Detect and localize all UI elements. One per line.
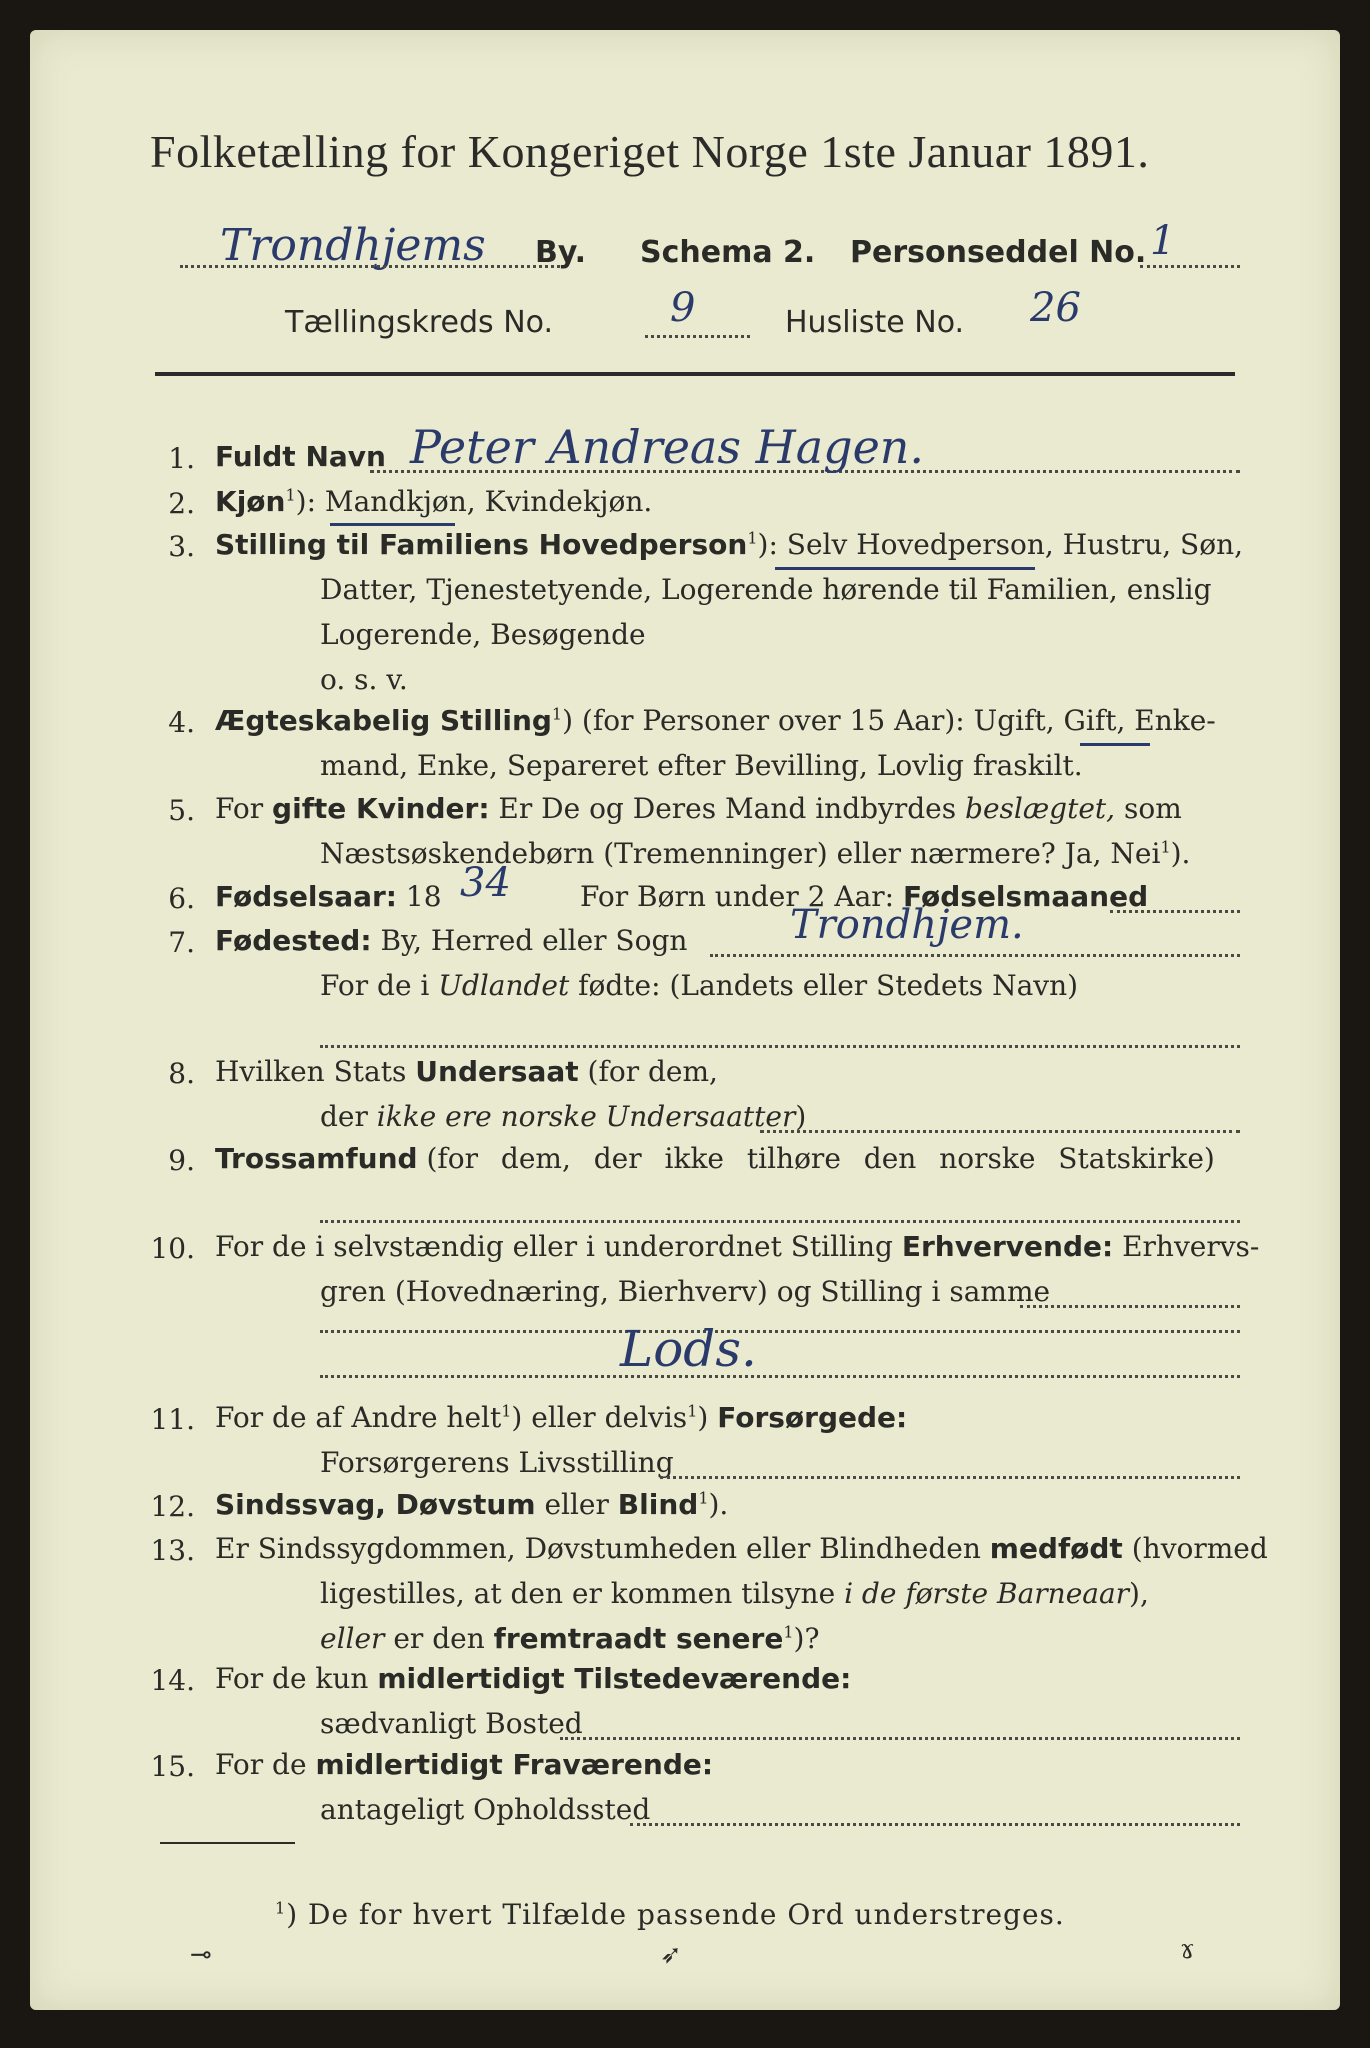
q4-underline [1080, 743, 1150, 746]
q2-row [215, 485, 652, 518]
q11-end: ) [697, 1401, 709, 1434]
q3-row4: o. s. v. [320, 663, 408, 696]
q10-line3 [320, 1375, 1240, 1378]
husliste-no: 26 [1030, 285, 1081, 331]
q8-line [760, 1130, 1240, 1133]
q2-opt-kvindekjon: Kvindekjøn. [484, 485, 653, 518]
q7-answer: Trondhjem. [790, 902, 1024, 948]
q8-pre: Hvilken Stats [215, 1055, 407, 1088]
q14-row1 [215, 1662, 851, 1695]
q3-opt-selv: Selv Hovedperson, [786, 528, 1054, 561]
q3-underline [775, 567, 1035, 570]
header-rule [155, 372, 1235, 376]
q8-number: 8. [168, 1057, 195, 1090]
q1-number: 1. [168, 442, 195, 475]
q4-row1 [215, 704, 1216, 737]
census-form [30, 30, 1340, 2010]
q10-number: 10. [150, 1232, 195, 1265]
personseddel-label: Personseddel No. [850, 235, 1147, 270]
q13-pre: Er Sindssygdommen, Døvstumheden eller Blindheden [215, 1532, 981, 1565]
q7-row2 [320, 969, 1078, 1002]
q13-line3-bold: fremtraadt senere [493, 1622, 784, 1655]
q2-rest: ): [295, 485, 317, 518]
q3-label: Stilling til Familiens Hovedperson [215, 528, 748, 561]
q6-answer: 34 [460, 860, 511, 906]
q13-row1 [215, 1532, 1268, 1565]
q4-number: 4. [168, 706, 195, 739]
q10-pre: For de i selvstændig eller i underordnet Stilling [215, 1230, 893, 1263]
q2-opt-mandkjon: Mandkjøn, [324, 485, 476, 518]
q10-row1 [215, 1230, 1259, 1263]
corner-mark-center: ➶ [660, 1940, 682, 1970]
q4-label: Ægteskabelig Stilling [215, 704, 552, 737]
personseddel-no: 1 [1150, 218, 1176, 264]
q10-answer: Lods. [620, 1320, 757, 1378]
q8-line2-end: ) [795, 1100, 807, 1133]
footnote [275, 1898, 1065, 1931]
q13-line3-mid: er den [393, 1622, 485, 1655]
q11-line [660, 1476, 1240, 1479]
q15-label: midlertidigt Fraværende: [315, 1748, 714, 1781]
q4-sup: 1 [551, 704, 563, 724]
q3-line1-rest: Hustru, Søn, [1062, 528, 1244, 561]
q7-line [710, 954, 1240, 957]
corner-mark-right: ɤ [1180, 1935, 1195, 1965]
q5-pre: For [215, 792, 264, 825]
q2-label: Kjøn [215, 485, 286, 518]
q5-label: gifte Kvinder: [272, 792, 490, 825]
q7-line2 [320, 1045, 1240, 1048]
husliste-label: Husliste No. [785, 305, 965, 340]
q10-line2 [320, 1330, 1240, 1333]
q3-row3: Logerende, Besøgende [320, 618, 646, 651]
q13-line2-end: ), [1129, 1577, 1149, 1610]
q11-sup: 1 [501, 1401, 512, 1421]
q11-row2: Forsørgerens Livsstilling [320, 1446, 674, 1479]
q5-sup: 1 [1160, 837, 1171, 857]
q3-number: 3. [168, 530, 195, 563]
q13-rest: (hvormed [1131, 1532, 1268, 1565]
q9-line [320, 1220, 1240, 1223]
form-title: Folketælling for Kongeriget Norge 1ste Januar 1891. [150, 126, 1150, 177]
q13-row2 [320, 1577, 1149, 1610]
q11-mid: ) eller delvis [511, 1401, 688, 1434]
q14-line [560, 1737, 1240, 1740]
q14-pre: For de kun [215, 1662, 369, 1695]
q5-row2 [320, 837, 1190, 870]
q14-number: 14. [150, 1664, 195, 1697]
q12-label: Sindssvag, Døvstum [215, 1488, 536, 1521]
personseddel-dots [1140, 265, 1240, 268]
q14-label: midlertidigt Tilstedeværende: [377, 1662, 852, 1695]
q15-line [630, 1823, 1240, 1826]
q2-number: 2. [168, 487, 195, 520]
q13-label: medfødt [989, 1532, 1123, 1565]
q7-line2-pre: For de i [320, 969, 430, 1002]
q5-line2: Næstsøskendebørn (Tremenninger) eller nærmere? Ja, Nei [320, 837, 1161, 870]
q15-row2: antageligt Opholdssted [320, 1793, 651, 1826]
q1-label: Fuldt Navn [215, 440, 386, 473]
q6-label2: Fødselsmaaned [903, 880, 1149, 913]
q12-number: 12. [150, 1490, 195, 1523]
q6-number: 6. [168, 882, 195, 915]
q7-number: 7. [168, 926, 195, 959]
q3-row1 [215, 528, 1243, 561]
by-handwritten: Trondhjems [220, 220, 486, 271]
q12-label2: Blind [617, 1488, 699, 1521]
by-label: By. [535, 235, 587, 270]
q9-label: Trossamfund [215, 1142, 418, 1175]
q1-answer: Peter Andreas Hagen. [410, 420, 925, 474]
q5-row1 [215, 792, 1182, 825]
q7-row1 [215, 924, 687, 957]
q14-row2: sædvanligt Bosted [320, 1707, 583, 1740]
q3-sup: 1 [747, 528, 758, 548]
q4-opt-enke: Enke- [1134, 704, 1216, 737]
q6-line [1110, 910, 1240, 913]
q4-line1-rest: ) (for Personer over 15 Aar): Ugift, [562, 704, 1055, 737]
kreds-dots [645, 335, 750, 338]
q6-row [215, 880, 442, 913]
q9-row [215, 1142, 1215, 1175]
q7-rest: By, Herred eller Sogn [380, 924, 688, 957]
q5-beslaegtet: beslægtet, [965, 792, 1116, 825]
q6-prefix: 18 [405, 880, 442, 913]
q12-sup: 1 [698, 1488, 709, 1508]
q10-erh: Erhvervs- [1122, 1230, 1260, 1263]
q6-label: Fødselsaar: [215, 880, 397, 913]
q12-row [215, 1488, 728, 1521]
q10-row2: gren (Hovednæring, Bierhverv) og Stilling i samme [320, 1275, 1051, 1308]
q15-pre: For de [215, 1748, 307, 1781]
q3-colon: ): [757, 528, 778, 561]
q5-number: 5. [168, 794, 195, 827]
q8-row2 [320, 1100, 806, 1133]
q6-mid: For Børn under 2 Aar: [580, 880, 895, 913]
q5-line1-rest: Er De og Deres Mand indbyrdes [498, 792, 957, 825]
q12-end: ). [708, 1488, 729, 1521]
by-dotted-line [180, 265, 560, 268]
q13-line2-pre: ligestilles, at den er kommen tilsyne [320, 1577, 836, 1610]
q13-row3 [320, 1622, 819, 1655]
q8-line2-ital: ikke ere norske Undersaatter [376, 1100, 796, 1133]
q4-opt-gift: Gift, [1063, 704, 1126, 737]
q9-number: 9. [168, 1144, 195, 1177]
q7-udlandet: Udlandet [438, 969, 570, 1002]
q8-line2-pre: der [320, 1100, 368, 1133]
kreds-label: Tællingskreds No. [285, 305, 553, 340]
q11-sup2: 1 [687, 1401, 698, 1421]
q10-label: Erhvervende: [901, 1230, 1114, 1263]
q13-sup: 1 [783, 1622, 794, 1642]
q15-row1 [215, 1748, 713, 1781]
q9-rest: (for dem, der ikke tilhøre den norske Statskirke) [426, 1142, 1215, 1175]
footnote-text: ) De for hvert Tilfælde passende Ord understreges. [286, 1898, 1065, 1931]
q5-som: som [1123, 792, 1182, 825]
q2-sup: 1 [285, 485, 296, 505]
q11-number: 11. [150, 1403, 195, 1436]
footnote-sup: 1 [275, 1898, 287, 1918]
q11-row1 [215, 1401, 907, 1434]
q2-underline [330, 523, 455, 526]
q13-line3-ital: eller [320, 1622, 385, 1655]
q7-line2-rest: fødte: (Landets eller Stedets Navn) [578, 969, 1079, 1002]
schema-label: Schema 2. [640, 235, 816, 270]
q8-rest: (for dem, [587, 1055, 718, 1088]
q3-row2: Datter, Tjenestetyende, Logerende hørende til Familien, enslig [320, 573, 1212, 606]
q13-number: 13. [150, 1534, 195, 1567]
q15-number: 15. [150, 1750, 195, 1783]
kreds-no: 9 [670, 285, 696, 331]
q11-pre: For de af Andre helt [215, 1401, 502, 1434]
q7-label: Fødested: [215, 924, 372, 957]
q4-row2: mand, Enke, Separeret efter Bevilling, Lovlig fraskilt. [320, 749, 1083, 782]
corner-mark-left: ⊸ [190, 1940, 212, 1970]
q10-line1 [1020, 1305, 1240, 1308]
q5-end: ). [1170, 837, 1191, 870]
q13-line3-end: )? [793, 1622, 820, 1655]
q8-row1 [215, 1055, 718, 1088]
footnote-rule [160, 1842, 295, 1844]
q12-mid: eller [544, 1488, 609, 1521]
q13-line2-ital: i de første Barneaar [844, 1577, 1130, 1610]
q8-label: Undersaat [415, 1055, 579, 1088]
q11-label: Forsørgede: [717, 1401, 908, 1434]
